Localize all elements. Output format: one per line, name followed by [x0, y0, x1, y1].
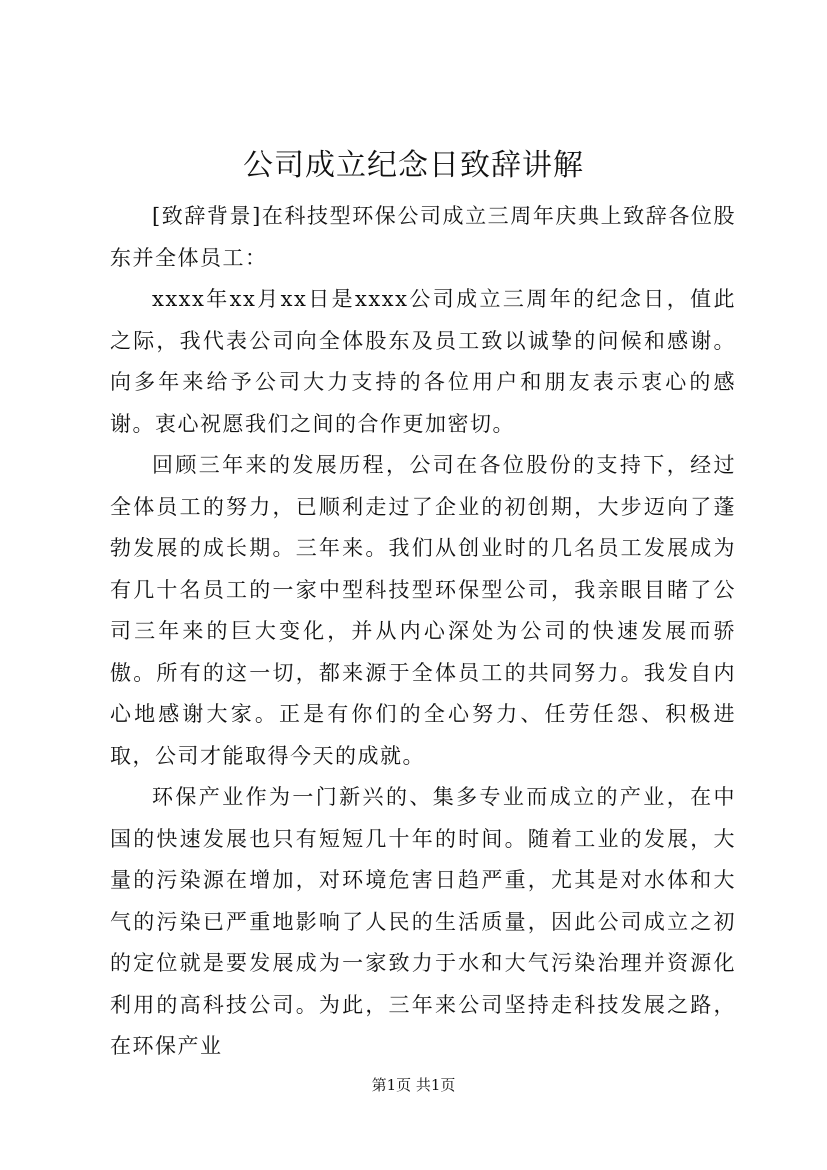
- document-body: [110, 196, 736, 1068]
- paragraph-background: [致辞背景]在科技型环保公司成立三周年庆典上致辞各位股东并全体员工：: [110, 204, 736, 270]
- paragraph-industry: 环保产业作为一门新兴的、集多专业而成立的产业，在中国的快速发展也只有短短几十年的时间。随着工业的发展，大量的污染源在增加，对环境危害日趋严重，尤其是对水体和大气的污染已严重地影响了人民的生活质量，因此公司成立之初的定位就是要发展成为一家致力于水和大气污染治理并资源化利用的高科技公司。为此，三年来公司坚持走科技发展之路，在环保产业: [110, 785, 736, 1058]
- page-footer: 第1页 共1页: [371, 1076, 456, 1094]
- document-title: 公司成立纪念日致辞讲解: [243, 148, 584, 183]
- paragraph-anniversary: xxxx年xx月xx日是xxxx公司成立三周年的纪念日，值此之际，我代表公司向全体股东及员工致以诚挚的问候和感谢。向多年来给予公司大力支持的各位用户和朋友表示衷心的感谢。衷心祝愿我们之间的合作更加密切。: [110, 287, 736, 436]
- paragraph-review: 回顾三年来的发展历程，公司在各位股份的支持下，经过全体员工的努力，已顺利走过了企业的初创期，大步迈向了蓬勃发展的成长期。三年来。我们从创业时的几名员工发展成为有几十名员工的一家中型科技型环保型公司，我亲眼目睹了公司三年来的巨大变化，并从内心深处为公司的快速发展而骄傲。所有的这一切，都来源于全体员工的共同努力。我发自内心地感谢大家。正是有你们的全心努力、任劳任怨、积极进取，公司才能取得今天的成就。: [110, 453, 736, 768]
